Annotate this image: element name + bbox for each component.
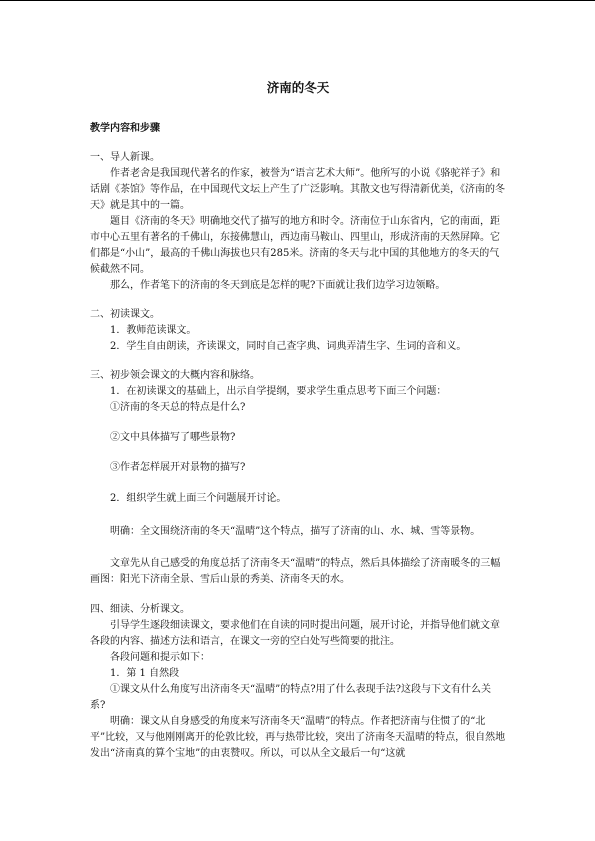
section-4-paragraph-2: 各段问题和提示如下： <box>110 652 210 663</box>
section-heading: 教学内容和步骤 <box>90 123 160 134</box>
document-title: 济南的冬天 <box>266 80 330 95</box>
section-3-paragraph: 文章先从自己感受的角度总括了济南冬天“温晴”的特点，然后具体描绘了济南暖冬的三幅画图：阳光下济南全景、雪后山景的秀美、济南冬天的水。 <box>90 558 501 585</box>
section-3-heading: 三、初步领会课文的大概内容和脉络。 <box>90 370 260 381</box>
section-4-heading: 四、细读、分析课文。 <box>90 604 190 615</box>
section-3-question-3: ③作者怎样展开对景物的描写? <box>110 462 246 473</box>
section-3-item-1: 1．在初读课文的基础上，出示自学提纲，要求学生重点思考下面三个问题： <box>110 386 447 397</box>
top-rule <box>0 0 595 1</box>
section-3-question-1: ①济南的冬天总的特点是什么? <box>110 402 246 413</box>
section-4-answer-1: 明确：课文从自身感受的角度来写济南冬天“温晴”的特点。作者把济南与住惯了的“北平”比较，又与他刚刚离开的伦敦比较，再与热带比较，突出了济南冬天温晴的特点，很自然地发出“济南真的算个宝地”的由衷赞叹。所以，可以从全文最后一句“这就 <box>90 716 506 759</box>
section-2-item-2: 2．学生自由朗读，齐读课文，同时自己查字典、词典弄清生字、生词的音和义。 <box>110 341 467 352</box>
section-3-item-2: 2．组织学生就上面三个问题展开讨论。 <box>110 493 287 504</box>
section-4-paragraph-1: 引导学生逐段细读课文，要求他们在自读的同时提出问题，展开讨论，并指导他们就文章各段的内容、描述方法和语言，在课文一旁的空白处写些简要的批注。 <box>90 620 500 647</box>
section-1-paragraph-3: 那么，作者笔下的济南的冬天到底是怎样的呢?下面就让我们边学习边领略。 <box>110 280 446 291</box>
section-1-paragraph-2: 题目《济南的冬天》明确地交代了描写的地方和时令。济南位于山东省内，它的南面，距市中心五里有著名的千佛山，东接佛慧山，西边南马鞍山、四里山，形成济南的天然屏障。它们都是“小山”，最高的千佛山海拔也只有285米。济南的冬天与北中国的其他地方的冬天的气候截然不同。 <box>90 216 500 275</box>
section-1-paragraph-1: 作者老舍是我国现代著名的作家，被誉为“语言艺术大师”。他所写的小说《骆驼祥子》和话剧《茶馆》等作品，在中国现代文坛上产生了广泛影响。其散文也写得清新优美，《济南的冬天》就是其中的一篇。 <box>90 168 505 211</box>
section-2-item-1: 1．教师范读课文。 <box>110 325 197 336</box>
section-4-item-1: 1．第 1 自然段 <box>110 668 180 679</box>
section-1-heading: 一、导人新课。 <box>90 152 160 163</box>
section-2-heading: 二、初读课文。 <box>90 309 160 320</box>
section-4-question-1: ①课文从什么角度写出济南冬天“温晴”的特点?用了什么表现手法?这段与下文有什么关系? <box>90 684 491 711</box>
section-3-answer: 明确：全文围绕济南的冬天“温晴”这个特点，描写了济南的山、水、城、雪等景物。 <box>110 526 481 537</box>
section-3-question-2: ②文中具体描写了哪些景物? <box>110 432 236 443</box>
